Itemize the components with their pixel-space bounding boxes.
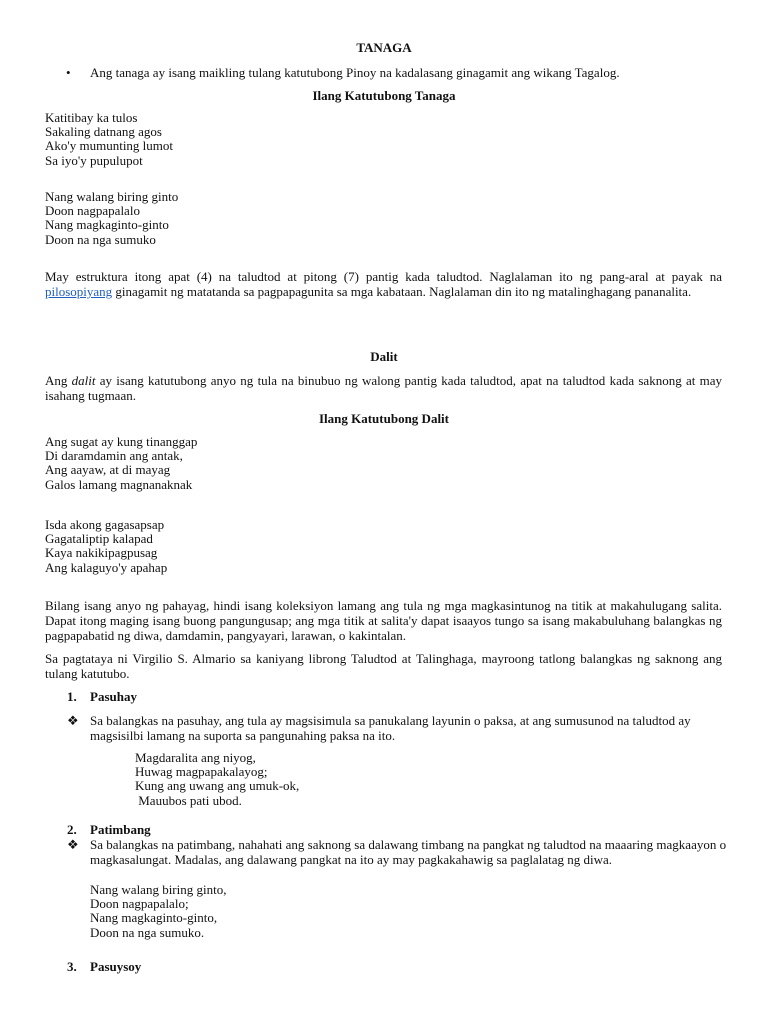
dalit-term: dalit (71, 373, 96, 388)
list-number-3: 3. (67, 959, 77, 974)
dalit-paragraph-1: Bilang isang anyo ng pahayag, hindi isang koleksiyon lamang ang tula ng mga magkasintunog na titik at makahulugang salita. Dapat itong maging isang buong pangungusap; ang mga titik at salita'y dapat isaayos tungo sa isang makabuluhang balangkas ng pagpapabatid ng diwa, damdamin, pangyayari, larawan, o kakintalan. (45, 598, 722, 643)
pilosopiyang-link[interactable]: pilosopiyang (45, 284, 113, 299)
dalit-intro-end: ay isang katutubong anyo ng tula na binubuo ng walong pantig kada taludtod, apat na taludtod kada saknong at may isahang tugmaan. (45, 373, 722, 403)
poem-line: Mauubos pati ubod. (135, 792, 242, 808)
patimbang-poem (90, 883, 226, 940)
poem-line: Ang aayaw, at di mayag (45, 462, 171, 478)
poem-line: Doon nagpapalalo; (90, 896, 189, 912)
patimbang-description: Sa balangkas na patimbang, nahahati ang saknong sa dalawang timbang na pangkat ng taludtod na maaaring magkaayon o magkasalungat. Madalas, ang dalawang pangkat na ito ay may pagkakahawig sa paglalatag ng diwa. (90, 837, 727, 867)
pasuhay-description: Sa balangkas na pasuhay, ang tula ay magsisimula sa panukalang layunin o paksa, at ang sumusunod na taludtod ay magsisilbi lamang na suporta sa pangunahing paksa na ito. (90, 713, 691, 743)
poem-line: Katitibay ka tulos (45, 110, 138, 125)
tanaga-paragraph-end: ginagamit ng matatanda sa pagpapagunita sa mga kabataan. Naglalaman din ito ng matalinghagang pananalita. (112, 284, 692, 299)
tanaga-title: TANAGA (356, 40, 412, 55)
tanaga-paragraph (45, 269, 722, 299)
diamond-bullet-icon: ❖ (67, 713, 79, 728)
poem-line: Nang magkaginto-ginto (45, 217, 169, 233)
poem-line: Nang walang biring ginto, (90, 882, 227, 897)
dalit-paragraph-2: Sa pagtataya ni Virgilio S. Almario sa kaniyang librong Taludtod at Talinghaga, mayroong tatlong balangkas ng saknong ang tulang katutubo. (45, 651, 722, 681)
tanaga-paragraph-start: May estruktura itong apat (4) na taludtod at pitong (7) pantig kada taludtod. Naglalaman ito ng pang-aral at payak na (45, 269, 722, 284)
poem-line: Doon nagpapalalo (45, 203, 140, 219)
poem-line: Ang kalaguyo'y apahap (45, 559, 168, 575)
list-number-2: 2. (67, 822, 77, 837)
patimbang-title: Patimbang (90, 822, 151, 837)
dalit-intro-start: Ang (45, 373, 72, 388)
poem-line: Ang sugat ay kung tinanggap (45, 434, 198, 449)
poem-line: Galos lamang magnanaknak (45, 476, 193, 492)
dalit-intro (45, 373, 722, 403)
poem-line: Kung ang uwang ang umuk-ok, (135, 778, 300, 794)
poem-line: Gagataliptip kalapad (45, 531, 153, 547)
bullet-dot: • (66, 65, 71, 80)
tanaga-poem-2 (45, 190, 178, 247)
tanaga-poem-1 (45, 111, 173, 168)
poem-line: Nang magkaginto-ginto, (90, 910, 218, 926)
poem-line: Magdaralita ang niyog, (135, 750, 256, 765)
tanaga-definition: Ang tanaga ay isang maikling tulang katutubong Pinoy na kadalasang ginagamit ang wikang Tagalog. (90, 65, 620, 80)
dalit-examples-heading: Ilang Katutubong Dalit (318, 411, 450, 426)
dalit-poem-1 (45, 435, 197, 492)
poem-line: Isda akong gagasapsap (45, 517, 165, 532)
poem-line: Sa iyo'y pupulupot (45, 152, 143, 168)
diamond-bullet-icon: ❖ (67, 837, 79, 852)
dalit-poem-2 (45, 518, 167, 575)
poem-line: Doon na nga sumuko (45, 231, 156, 247)
pasuhay-title: Pasuhay (90, 689, 137, 704)
poem-line: Doon na nga sumuko. (90, 924, 205, 940)
pasuysoy-title: Pasuysoy (90, 959, 142, 974)
poem-line: Sakaling datnang agos (45, 124, 162, 140)
poem-line: Nang walang biring ginto (45, 189, 179, 204)
dalit-title: Dalit (370, 349, 398, 364)
tanaga-examples-heading: Ilang Katutubong Tanaga (312, 88, 456, 103)
poem-line: Ako'y mumunting lumot (45, 138, 174, 154)
poem-line: Kaya nakikipagpusag (45, 545, 158, 561)
list-number-1: 1. (67, 689, 77, 704)
poem-line: Di daramdamin ang antak, (45, 448, 183, 464)
pasuhay-poem (135, 751, 299, 808)
poem-line: Huwag magpapakalayog; (135, 764, 268, 780)
